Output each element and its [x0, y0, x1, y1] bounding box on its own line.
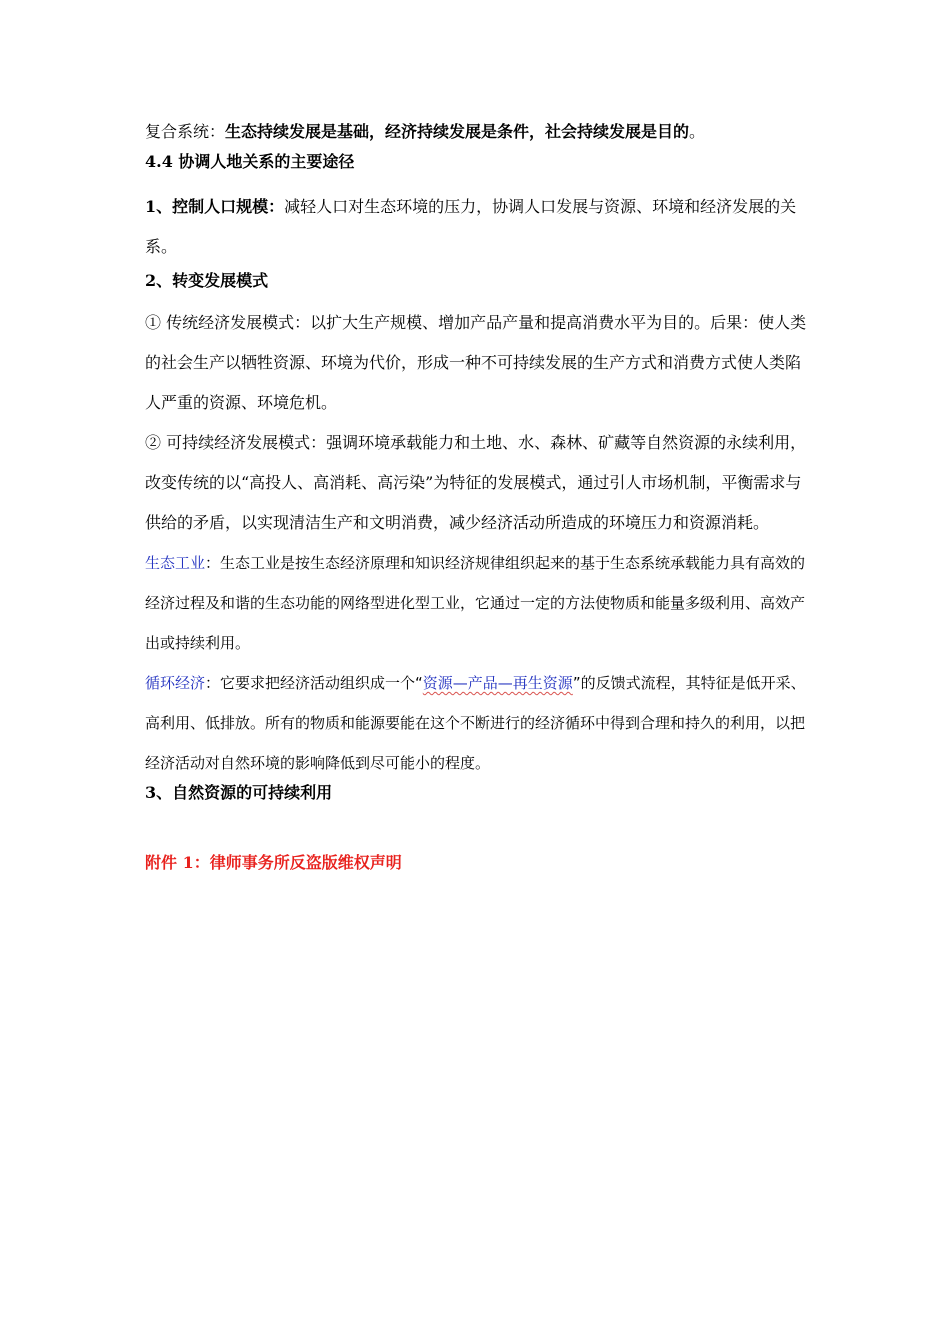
attachment-link[interactable]: 附件 1：律师事务所反盗版维权声明	[145, 853, 402, 872]
circular-economy-paragraph	[145, 663, 810, 783]
sustainable-model-paragraph: ② 可持续经济发展模式：强调环境承载能力和土地、水、森林、矿藏等自然资源的永续利用，改变传统的以“高投人、高消耗、高污染”为特征的发展模式，通过引人市场机制，平衡需求与供给的矛盾，以实现清洁生产和文明消费，减少经济活动所造成的环境压力和资源消耗。	[145, 433, 807, 532]
eco-industry-term: 生态工业	[145, 554, 206, 572]
composite-label: 复合系统：	[145, 122, 226, 141]
eco-industry-text: 生态工业是按生态经济原理和知识经济规律组织起来的基于生态系统承载能力具有高效的经济过程及和谐的生态功能的网络型进化型工业，它通过一定的方法使物质和能量多级利用、高效产出或持续利用。	[145, 554, 806, 652]
eco-industry-paragraph	[145, 543, 810, 663]
composite-bold-text: 生态持续发展是基础，经济持续发展是条件，社会持续发展是目的	[225, 122, 690, 141]
item-3-heading: 3、自然资源的可持续利用	[145, 783, 333, 802]
circular-economy-pre: ：它要求把经济活动组织成一个“	[205, 674, 423, 692]
item-2-heading: 2、转变发展模式	[145, 271, 269, 290]
composite-system-line	[145, 122, 810, 152]
circular-economy-term: 循环经济	[145, 674, 206, 692]
circular-flow-text: 资源—产品—再生资源	[422, 674, 573, 692]
section-heading-4-4: 4.4 协调人地关系的主要途径	[145, 152, 355, 171]
circular-economy-post: ”的反馈式流程，其特征是低开采、高利用、低排放。所有的物质和能源要能在这个不断进行的经济循环中得到合理和持久的利用，以把经济活动对自然环境的影响降低到尽可能小的程度。	[145, 674, 806, 772]
eco-industry-sep: ：	[205, 554, 221, 572]
item-1-paragraph	[145, 187, 810, 267]
document-body	[145, 122, 810, 873]
composite-end: 。	[689, 122, 706, 141]
item-1-text: 减轻人口对生态环境的压力，协调人口发展与资源、环境和经济发展的关系。	[145, 197, 797, 256]
item-1-label: 1、控制人口规模：	[145, 197, 285, 216]
traditional-model-paragraph: ① 传统经济发展模式：以扩大生产规模、增加产品产量和提高消费水平为目的。后果：使人类的社会生产以牺牲资源、环境为代价，形成一种不可持续发展的生产方式和消费方式使人类陷人严重的资源、环境危机。	[145, 313, 807, 412]
